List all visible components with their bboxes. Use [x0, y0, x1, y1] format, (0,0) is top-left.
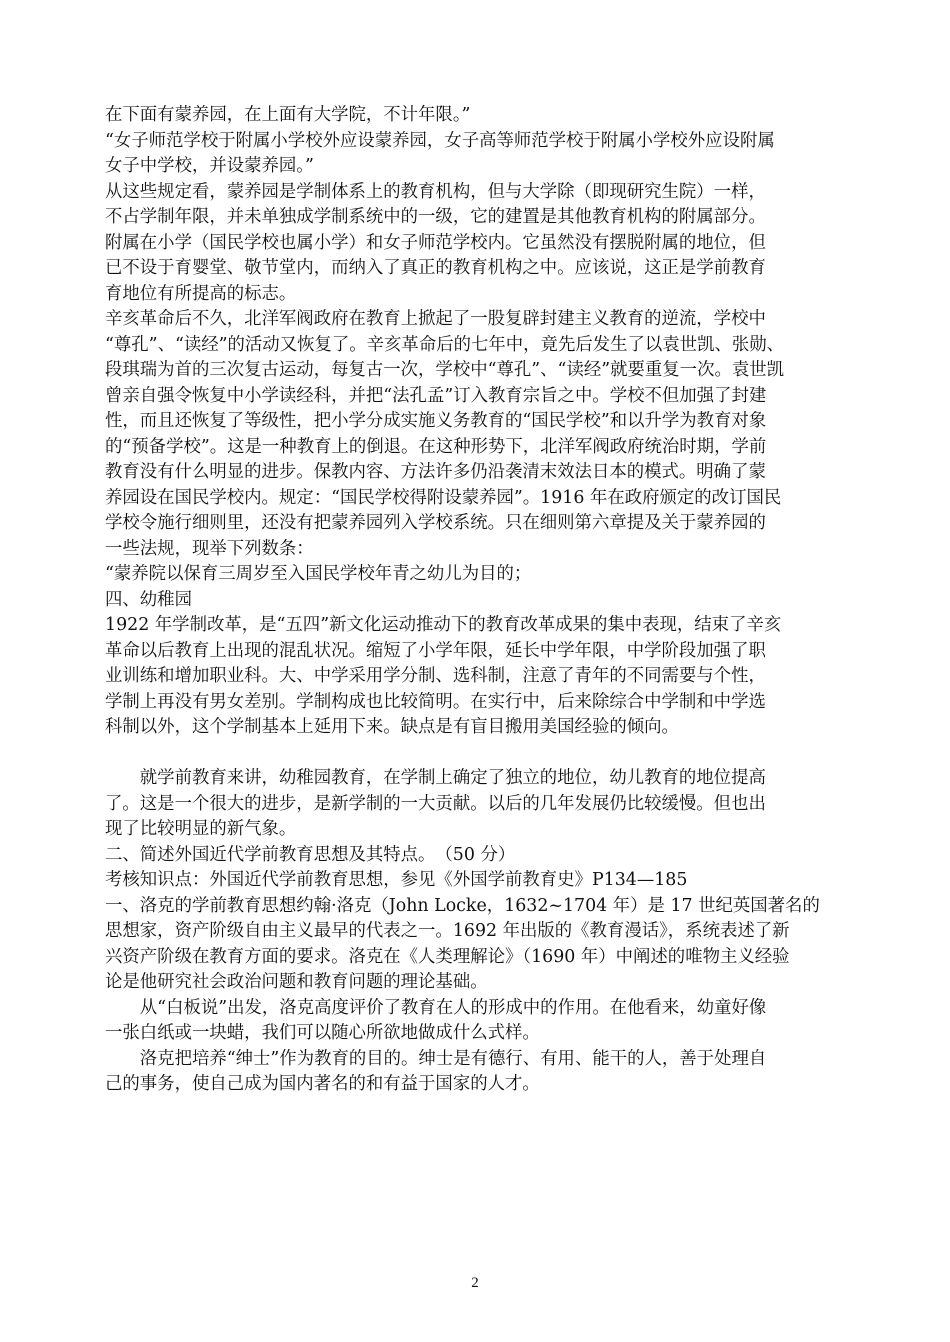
text-line: 己的事务，使自己成为国内著名的和有益于国家的人才。: [105, 1074, 540, 1094]
text-line: 已不设于育婴堂、敬节堂内，而纳入了真正的教育机构之中。应该说，这正是学前教育: [105, 258, 766, 278]
text-line: 一些法规，现举下列数条：: [105, 538, 314, 559]
text-line: 附属在小学（国民学校也属小学）和女子师范学校内。它虽然没有摆脱附属的地位，但: [105, 232, 766, 253]
text-line: 女子中学校，并设蒙养园。”: [105, 156, 314, 176]
text-line: 思想家，资产阶级自由主义最早的代表之一。1692 年出版的《教育漫话》，系统表述了新: [105, 921, 790, 941]
text-line: 的“预备学校”。这是一种教育上的倒退。在这种形势下，北洋军阀政府统治时期，学前: [105, 436, 767, 457]
text-line: 从“白板说”出发，洛克高度评价了教育在人的形成中的作用。在他看来，幼童好像: [105, 997, 767, 1018]
text-line: “女子师范学校于附属小学校外应设蒙养园，女子高等师范学校于附属小学校外应设附属: [105, 130, 775, 151]
text-line: 了。这是一个很大的进步，是新学制的一大贡献。以后的几年发展仍比较缓慢。但也出: [105, 793, 766, 814]
text-line: 曾亲自强令恢复中小学读经科，并把“法孔孟”订入教育宗旨之中。学校不但加强了封建: [105, 385, 767, 406]
text-line: 革命以后教育上出现的混乱状况。缩短了小学年限，延长中学年限，中学阶段加强了职: [105, 640, 766, 661]
text-line: 教育没有什么明显的进步。保教内容、方法许多仍沿袭清末效法日本的模式。明确了蒙: [105, 462, 766, 482]
text-line: 在下面有蒙养园，在上面有大学院，不计年限。”: [105, 105, 471, 125]
text-line: 不占学制年限，并未单独成学制系统中的一级，它的建置是其他教育机构的附属部分。: [105, 207, 766, 227]
text-line: 四、幼稚园: [105, 589, 192, 610]
text-line: 洛克把培养“绅士”作为教育的目的。绅士是有德行、有用、能干的人，善于处理自: [105, 1048, 767, 1069]
document-body: [105, 103, 847, 1098]
text-line: 学校令施行细则里，还没有把蒙养园列入学校系统。只在细则第六章提及关于蒙养园的: [105, 513, 766, 533]
text-line: 科制以外，这个学制基本上延用下来。缺点是有盲目搬用美国经验的倾向。: [105, 717, 679, 737]
text-line: 业训练和增加职业科。大、中学采用学分制、选科制，注意了青年的不同需要与个性，: [105, 666, 766, 686]
blank-line: [105, 741, 847, 767]
text-line: 考核知识点：外国近代学前教育思想，参见《外国学前教育史》P134—185: [105, 870, 688, 890]
text-line: 一张白纸或一块蜡，我们可以随心所欲地做成什么式样。: [105, 1023, 540, 1043]
text-line: “蒙养院以保育三周岁至入国民学校年青之幼儿为目的；: [105, 564, 532, 584]
text-line: 1922 年学制改革，是“五四”新文化运动推动下的教育改革成果的集中表现，结束了辛亥: [105, 615, 782, 635]
text-line: 段琪瑞为首的三次复古运动，每复古一次，学校中“尊孔”、“读经”就要重复一次。袁世凯: [105, 360, 785, 380]
text-line: 就学前教育来讲，幼稚园教育，在学制上确定了独立的地位，幼儿教育的地位提高: [105, 768, 766, 788]
page-number: 2: [471, 1275, 479, 1291]
text-line: 从这些规定看，蒙养园是学制体系上的教育机构，但与大学除（即现研究生院）一样，: [105, 181, 766, 202]
text-line: 辛亥革命后不久，北洋军阀政府在教育上掀起了一股复辟封建主义教育的逆流，学校中: [105, 309, 766, 329]
text-line: 育地位有所提高的标志。: [105, 283, 297, 304]
text-line: 论是他研究社会政治问题和教育问题的理论基础。: [105, 972, 488, 992]
text-line: 现了比较明显的新气象。: [105, 819, 297, 839]
text-line: 兴资产阶级在教育方面的要求。洛克在《人类理解论》（1690 年）中阐述的唯物主义经验: [105, 946, 790, 967]
text-line: 养园设在国民学校内。规定：“国民学校得附设蒙养园”。1916 年在政府颁定的改订国民: [105, 487, 782, 508]
text-line: 学制上再没有男女差别。学制构成也比较简明。在实行中，后来除综合中学制和中学选: [105, 691, 766, 712]
text-line: 二、简述外国近代学前教育思想及其特点。 （50 分）: [105, 844, 516, 865]
text-line: 一、洛克的学前教育思想约翰·洛克（John Locke，1632~1704 年）是 17 世纪英国著名的: [105, 895, 820, 916]
text-line: “尊孔”、“读经”的活动又恢复了。辛亥革命后的七年中，竟先后发生了以袁世凯、张勋、: [105, 334, 785, 355]
text-line: 性，而且还恢复了等级性，把小学分成实施义务教育的“国民学校”和以升学为教育对象: [105, 411, 767, 431]
